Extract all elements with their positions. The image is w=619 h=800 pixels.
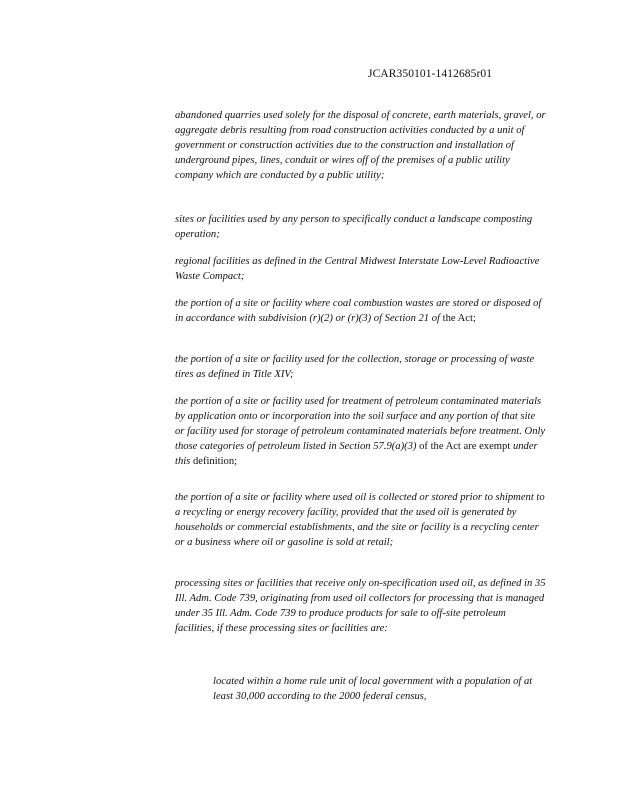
paragraph-abandoned-quarries <box>175 108 547 183</box>
paragraph-processing-sites <box>175 576 547 636</box>
paragraph-text-roman: the Act; <box>440 313 476 324</box>
paragraph-text: the portion of a site or facility used for the collection, storage or processing of waste tires as defined in Title XIV; <box>175 354 535 380</box>
page-header-code: JCAR350101-1412685r01 <box>368 68 493 80</box>
paragraph-text: regional facilities as defined in the Central Midwest Interstate Low-Level Radioactive Waste Compact; <box>175 256 540 282</box>
paragraph-used-oil-collection <box>175 490 547 550</box>
paragraph-text-roman-2: definition; <box>190 456 238 467</box>
paragraph-text: processing sites or facilities that receive only on-specification used oil, as defined in 35 Ill. Adm. Code 739, originating from used oil collectors for processing that is managed under 35 Ill. Adm. Code 739 to produce products for sale to off-site petroleum facilities, if these processing sites or facilities are: <box>175 578 546 634</box>
paragraph-landscape-composting <box>175 212 547 242</box>
paragraph-text: the portion of a site or facility where coal combustion wastes are stored or disposed of in accordance with subdivision (r)(2) or (r)(3) of Section 21 of <box>175 298 542 324</box>
paragraph-coal-combustion <box>175 296 547 326</box>
paragraph-text: the portion of a site or facility used for treatment of petroleum contaminated materials by application onto or incorporation into the soil surface and any portion of that site or facility used for storage of petroleum contaminated materials before treatment. Only those categories of petroleum listed in Section 57.9(a)(3) <box>175 396 546 452</box>
paragraph-text-italic-2: under this <box>175 441 538 467</box>
paragraph-petroleum-contaminated <box>175 394 547 469</box>
paragraph-text-roman: of the Act are exempt <box>416 441 513 452</box>
paragraph-text: sites or facilities used by any person to specifically conduct a landscape composting operation; <box>175 214 533 240</box>
paragraph-text: the portion of a site or facility where used oil is collected or stored prior to shipment to a recycling or energy recovery facility, provided that the used oil is generated by households or commercial establishments, and the site or facility is a recycling center or a business where oil or gasoline is sold at retail; <box>175 492 545 548</box>
paragraph-regional-facilities <box>175 254 547 284</box>
paragraph-text: located within a home rule unit of local government with a population of at least 30,000 according to the 2000 federal census, <box>213 676 533 702</box>
paragraph-home-rule-unit <box>213 674 543 704</box>
paragraph-waste-tires <box>175 352 547 382</box>
paragraph-text: abandoned quarries used solely for the disposal of concrete, earth materials, gravel, or aggregate debris resulting from road construction activities conducted by a unit of government or construction activities due to the construction and installation of underground pipes, lines, conduit or wires off of the premises of a public utility company which are conducted by a public utility; <box>175 110 546 181</box>
